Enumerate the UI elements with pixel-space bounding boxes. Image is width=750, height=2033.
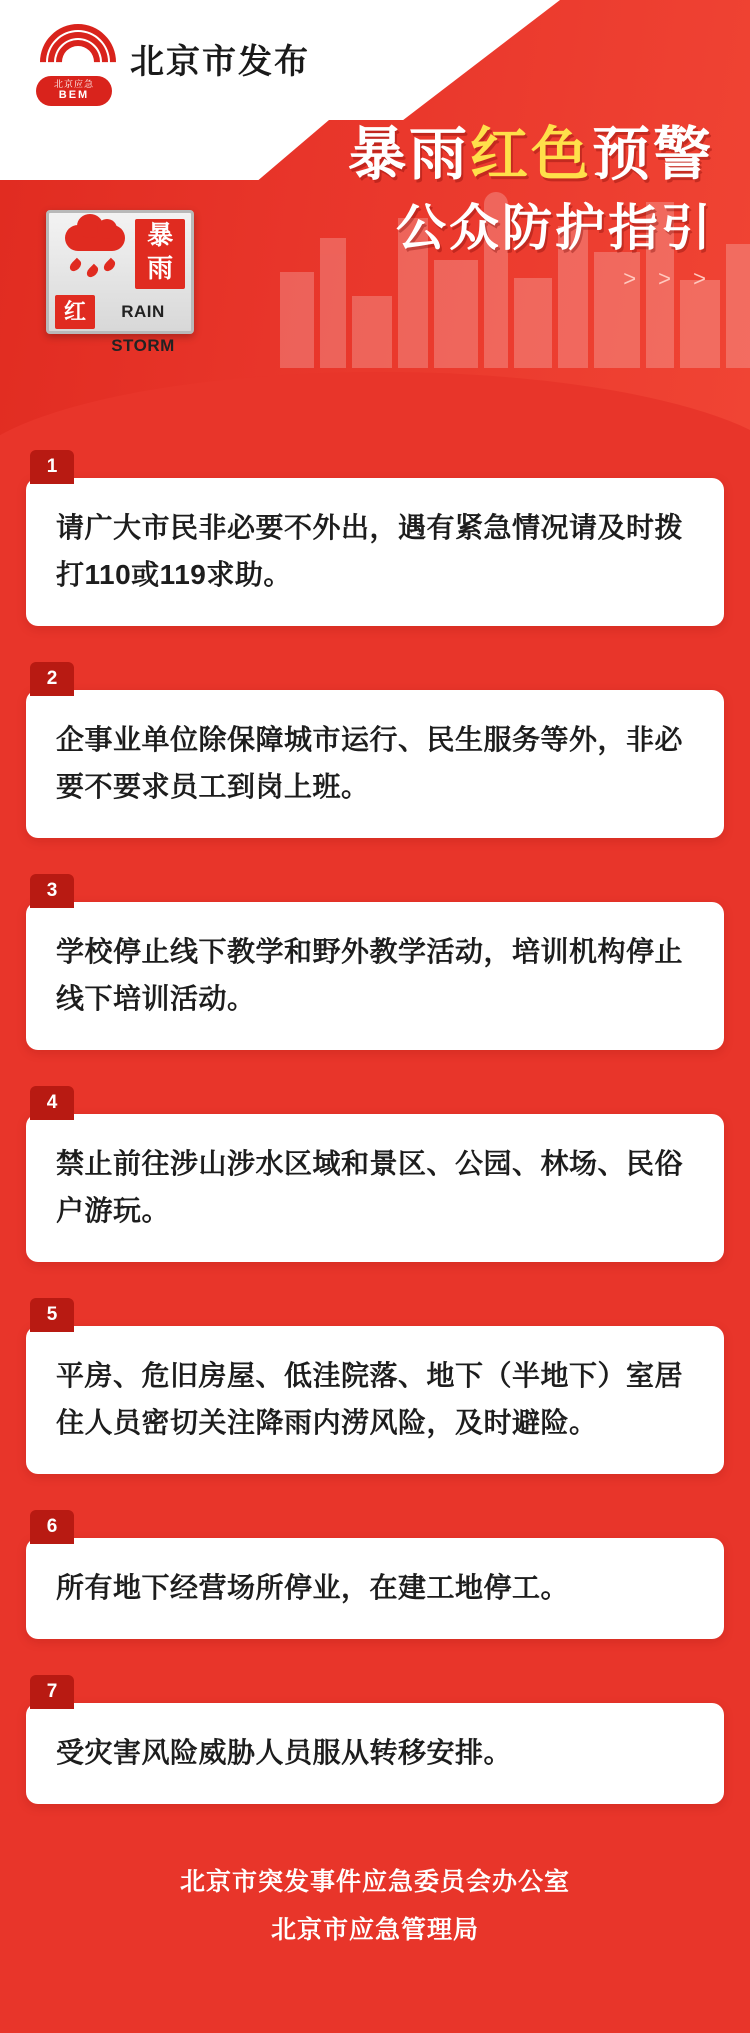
sign-word xyxy=(135,219,185,289)
poster-header xyxy=(0,0,750,440)
list-item xyxy=(26,1675,724,1804)
item-number: 4 xyxy=(30,1086,74,1120)
rain-cloud-icon xyxy=(55,219,135,289)
title-block xyxy=(348,120,714,292)
item-text: 学校停止线下教学和野外教学活动，培训机构停止线下培训活动。 xyxy=(56,936,684,1014)
item-number: 6 xyxy=(30,1510,74,1544)
list-item xyxy=(26,1510,724,1639)
poster-subtitle: 公众防护指引 xyxy=(396,200,714,256)
item-card xyxy=(26,1114,724,1262)
item-card xyxy=(26,690,724,838)
list-item xyxy=(26,662,724,838)
title-part2: 预警 xyxy=(591,122,714,187)
list-item xyxy=(26,450,724,626)
logo-badge xyxy=(36,76,112,106)
header-bottom-curve xyxy=(0,372,750,440)
item-card xyxy=(26,1538,724,1639)
title-part1: 暴雨 xyxy=(347,122,470,187)
item-number: 5 xyxy=(30,1298,74,1332)
item-number: 2 xyxy=(30,662,74,696)
item-text: 企事业单位除保障城市运行、民生服务等外，非必要不要求员工到岗上班。 xyxy=(56,724,684,802)
item-text: 请广大市民非必要不外出，遇有紧急情况请及时拨打110或119求助。 xyxy=(56,512,684,590)
list-item xyxy=(26,874,724,1050)
sign-word-line2: 雨 xyxy=(147,253,174,283)
logo-badge-line1: 北京应急 xyxy=(53,79,94,89)
poster-title xyxy=(348,120,714,190)
item-card xyxy=(26,902,724,1050)
rainstorm-red-warning-sign-icon xyxy=(46,210,194,355)
guidelines-list xyxy=(0,440,750,1804)
item-text: 禁止前往涉山涉水区域和景区、公园、林场、民俗户游玩。 xyxy=(56,1148,684,1226)
item-text: 所有地下经营场所停业，在建工地停工。 xyxy=(56,1572,570,1603)
item-number: 7 xyxy=(30,1675,74,1709)
brand-title: 北京市发布 xyxy=(130,42,310,81)
title-highlight: 红色 xyxy=(469,122,592,187)
sign-english: RAIN STORM xyxy=(111,302,175,355)
logo-badge-line2: BEM xyxy=(58,89,90,101)
brand xyxy=(30,22,310,108)
footer-line-2: 北京市应急管理局 xyxy=(270,1916,479,1944)
list-item xyxy=(26,1086,724,1262)
item-card xyxy=(26,478,724,626)
item-card xyxy=(26,1703,724,1804)
beijing-emergency-logo-icon xyxy=(30,22,116,108)
poster-footer xyxy=(0,1840,750,1988)
list-item xyxy=(26,1298,724,1474)
sign-word-line1: 暴 xyxy=(147,220,174,250)
item-text: 受灾害风险威胁人员服从转移安排。 xyxy=(56,1737,513,1768)
item-number: 3 xyxy=(30,874,74,908)
chevron-right-icon: > > > xyxy=(623,266,714,291)
item-text: 平房、危旧房屋、低洼院落、地下（半地下）室居住人员密切关注降雨内涝风险，及时避险。 xyxy=(56,1360,684,1438)
sign-level: 红 xyxy=(55,295,95,329)
item-card xyxy=(26,1326,724,1474)
item-number: 1 xyxy=(30,450,74,484)
footer-line-1: 北京市突发事件应急委员会办公室 xyxy=(179,1868,570,1896)
